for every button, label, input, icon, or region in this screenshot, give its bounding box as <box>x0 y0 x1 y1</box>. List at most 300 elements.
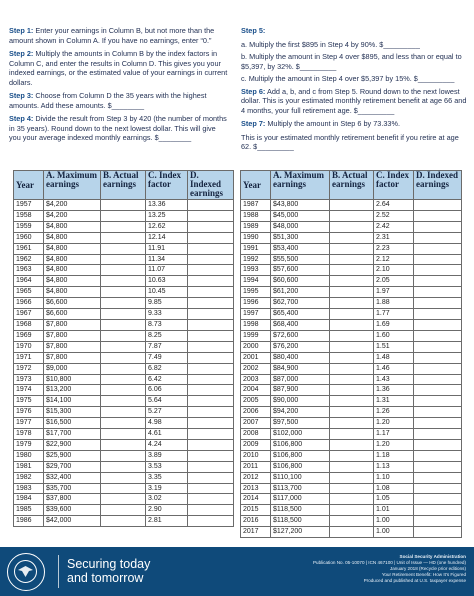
index-factor-cell: 3.53 <box>146 461 188 472</box>
indexed-earnings-cell[interactable] <box>188 516 234 527</box>
actual-earnings-cell[interactable] <box>330 254 374 265</box>
indexed-earnings-cell[interactable] <box>414 200 462 211</box>
indexed-earnings-cell[interactable] <box>414 265 462 276</box>
max-earnings-cell: $94,200 <box>271 407 330 418</box>
year-cell: 1962 <box>14 254 44 265</box>
index-factor-cell: 2.42 <box>374 221 414 232</box>
year-cell: 2008 <box>241 429 271 440</box>
index-factor-cell: 10.63 <box>146 276 188 287</box>
max-earnings-cell: $113,700 <box>271 483 330 494</box>
step-7 <box>241 119 467 129</box>
actual-earnings-cell[interactable] <box>101 243 146 254</box>
year-cell: 2001 <box>241 352 271 363</box>
index-factor-cell: 1.00 <box>374 516 414 527</box>
max-earnings-cell: $13,200 <box>44 385 101 396</box>
max-earnings-cell: $9,000 <box>44 363 101 374</box>
table-row <box>241 254 462 265</box>
indexed-earnings-cell[interactable] <box>188 363 234 374</box>
year-cell: 2012 <box>241 472 271 483</box>
actual-earnings-cell[interactable] <box>330 483 374 494</box>
year-cell: 1979 <box>14 439 44 450</box>
year-cell: 2015 <box>241 505 271 516</box>
indexed-earnings-cell[interactable] <box>188 287 234 298</box>
col-a-header: A. Maximum earnings <box>44 171 101 200</box>
indexed-earnings-cell[interactable] <box>414 439 462 450</box>
index-factor-cell: 9.33 <box>146 309 188 320</box>
table-row <box>14 298 234 309</box>
index-factor-cell: 2.90 <box>146 505 188 516</box>
year-cell: 1971 <box>14 352 44 363</box>
indexed-earnings-cell[interactable] <box>188 505 234 516</box>
actual-earnings-cell[interactable] <box>101 429 146 440</box>
table-row <box>14 363 234 374</box>
index-factor-cell: 6.42 <box>146 374 188 385</box>
index-factor-cell: 1.05 <box>374 494 414 505</box>
table-row <box>14 200 234 211</box>
table-header-row <box>14 171 234 200</box>
max-earnings-cell: $118,500 <box>271 516 330 527</box>
step-label: Step 3: <box>9 91 34 100</box>
year-cell: 1961 <box>14 243 44 254</box>
index-factor-cell: 2.64 <box>374 200 414 211</box>
actual-earnings-cell[interactable] <box>330 309 374 320</box>
index-factor-cell: 1.18 <box>374 450 414 461</box>
indexed-earnings-cell[interactable] <box>414 319 462 330</box>
actual-earnings-cell[interactable] <box>101 330 146 341</box>
table-row <box>241 221 462 232</box>
index-factor-cell: 1.43 <box>374 374 414 385</box>
indexed-earnings-cell[interactable] <box>188 276 234 287</box>
max-earnings-cell: $25,900 <box>44 450 101 461</box>
actual-earnings-cell[interactable] <box>101 210 146 221</box>
index-factor-cell: 1.46 <box>374 363 414 374</box>
step-label: Step 7: <box>241 119 266 128</box>
step-text: Enter your earnings in Column B, but not more than the amount shown in Column A. If you have no earnings, enter “0.” <box>9 26 215 45</box>
actual-earnings-cell[interactable] <box>330 243 374 254</box>
indexed-earnings-cell[interactable] <box>414 287 462 298</box>
actual-earnings-cell[interactable] <box>330 439 374 450</box>
index-factor-cell: 1.36 <box>374 385 414 396</box>
max-earnings-cell: $43,800 <box>271 200 330 211</box>
index-factor-cell: 11.34 <box>146 254 188 265</box>
table-row <box>241 374 462 385</box>
actual-earnings-cell[interactable] <box>101 516 146 527</box>
actual-earnings-cell[interactable] <box>101 363 146 374</box>
footer-divider <box>58 555 59 588</box>
actual-earnings-cell[interactable] <box>330 472 374 483</box>
indexed-earnings-cell[interactable] <box>414 385 462 396</box>
step-text: Choose from Column D the 35 years with the highest amounts. Add these amounts. $________ <box>9 91 207 110</box>
table-row <box>241 527 462 538</box>
table-row <box>241 276 462 287</box>
year-cell: 2004 <box>241 385 271 396</box>
step-text: Divide the result from Step 3 by 420 (the number of months in 35 years). Round down to the next lowest dollar. This will give you your average indexed monthly earnings. $________ <box>9 114 227 142</box>
year-cell: 1997 <box>241 309 271 320</box>
index-factor-cell: 3.02 <box>146 494 188 505</box>
table-row <box>14 439 234 450</box>
index-factor-cell: 1.51 <box>374 341 414 352</box>
indexed-earnings-cell[interactable] <box>188 472 234 483</box>
max-earnings-cell: $53,400 <box>271 243 330 254</box>
year-cell: 1972 <box>14 363 44 374</box>
indexed-earnings-cell[interactable] <box>414 418 462 429</box>
table-row <box>241 309 462 320</box>
year-cell: 2017 <box>241 527 271 538</box>
actual-earnings-cell[interactable] <box>101 276 146 287</box>
index-factor-cell: 1.60 <box>374 330 414 341</box>
index-factor-cell: 1.10 <box>374 472 414 483</box>
index-factor-cell: 2.52 <box>374 210 414 221</box>
table-row <box>241 407 462 418</box>
indexed-earnings-cell[interactable] <box>414 363 462 374</box>
index-factor-cell: 11.91 <box>146 243 188 254</box>
table-row <box>14 418 234 429</box>
indexed-earnings-cell[interactable] <box>188 341 234 352</box>
table-row <box>14 483 234 494</box>
max-earnings-cell: $4,800 <box>44 287 101 298</box>
step-label: Step 4: <box>9 114 34 123</box>
actual-earnings-cell[interactable] <box>330 385 374 396</box>
max-earnings-cell: $87,900 <box>271 385 330 396</box>
indexed-earnings-cell[interactable] <box>414 516 462 527</box>
step-5 <box>241 26 467 36</box>
table-row <box>14 461 234 472</box>
indexed-earnings-cell[interactable] <box>414 450 462 461</box>
actual-earnings-cell[interactable] <box>330 374 374 385</box>
year-cell: 2013 <box>241 483 271 494</box>
indexed-earnings-cell[interactable] <box>414 276 462 287</box>
eagle-icon <box>15 561 36 582</box>
year-cell: 1998 <box>241 319 271 330</box>
max-earnings-cell: $7,800 <box>44 341 101 352</box>
max-earnings-cell: $87,000 <box>271 374 330 385</box>
actual-earnings-cell[interactable] <box>330 363 374 374</box>
indexed-earnings-cell[interactable] <box>188 298 234 309</box>
table-row <box>241 352 462 363</box>
index-factor-cell: 10.45 <box>146 287 188 298</box>
index-factor-cell: 4.24 <box>146 439 188 450</box>
year-cell: 1987 <box>241 200 271 211</box>
indexed-earnings-cell[interactable] <box>414 330 462 341</box>
actual-earnings-cell[interactable] <box>101 221 146 232</box>
indexed-earnings-cell[interactable] <box>414 472 462 483</box>
index-factor-cell: 1.01 <box>374 505 414 516</box>
max-earnings-cell: $16,500 <box>44 418 101 429</box>
indexed-earnings-cell[interactable] <box>414 494 462 505</box>
max-earnings-cell: $110,100 <box>271 472 330 483</box>
actual-earnings-cell[interactable] <box>101 418 146 429</box>
actual-earnings-cell[interactable] <box>101 309 146 320</box>
indexed-earnings-cell[interactable] <box>188 352 234 363</box>
max-earnings-cell: $4,800 <box>44 221 101 232</box>
indexed-earnings-cell[interactable] <box>188 254 234 265</box>
indexed-earnings-cell[interactable] <box>414 505 462 516</box>
indexed-earnings-cell[interactable] <box>188 407 234 418</box>
actual-earnings-cell[interactable] <box>330 450 374 461</box>
actual-earnings-cell[interactable] <box>101 341 146 352</box>
col-d-header: D. Indexed earnings <box>188 171 234 200</box>
actual-earnings-cell[interactable] <box>330 429 374 440</box>
year-cell: 1999 <box>241 330 271 341</box>
max-earnings-cell: $29,700 <box>44 461 101 472</box>
year-cell: 1963 <box>14 265 44 276</box>
actual-earnings-cell[interactable] <box>101 396 146 407</box>
year-cell: 1974 <box>14 385 44 396</box>
year-cell: 1995 <box>241 287 271 298</box>
max-earnings-cell: $4,800 <box>44 243 101 254</box>
actual-earnings-cell[interactable] <box>101 407 146 418</box>
step-text: Multiply the amount in Step 6 by 73.33%. <box>265 119 400 128</box>
year-cell: 2006 <box>241 407 271 418</box>
col-year-header: Year <box>14 171 44 200</box>
pub-line: Publication No. 05-10070 | ICN 467100 | Unit of Issue — HD (one hundred) <box>312 560 466 565</box>
max-earnings-cell: $118,500 <box>271 505 330 516</box>
max-earnings-cell: $42,000 <box>44 516 101 527</box>
year-cell: 1964 <box>14 276 44 287</box>
year-cell: 1957 <box>14 200 44 211</box>
table-row <box>241 418 462 429</box>
step-1 <box>9 26 229 45</box>
earnings-table-left <box>13 170 234 527</box>
max-earnings-cell: $80,400 <box>271 352 330 363</box>
year-cell: 1968 <box>14 319 44 330</box>
actual-earnings-cell[interactable] <box>330 221 374 232</box>
indexed-earnings-cell[interactable] <box>188 200 234 211</box>
tagline-line-1: Securing today <box>67 557 151 571</box>
indexed-earnings-cell[interactable] <box>414 429 462 440</box>
index-factor-cell: 4.98 <box>146 418 188 429</box>
col-c-header: C. Index factor <box>146 171 188 200</box>
indexed-earnings-cell[interactable] <box>414 461 462 472</box>
actual-earnings-cell[interactable] <box>330 527 374 538</box>
actual-earnings-cell[interactable] <box>101 461 146 472</box>
actual-earnings-cell[interactable] <box>101 494 146 505</box>
table-row <box>241 396 462 407</box>
year-cell: 1990 <box>241 232 271 243</box>
table-row <box>14 396 234 407</box>
table-row <box>241 265 462 276</box>
table-row <box>14 429 234 440</box>
indexed-earnings-cell[interactable] <box>188 319 234 330</box>
actual-earnings-cell[interactable] <box>101 200 146 211</box>
indexed-earnings-cell[interactable] <box>414 341 462 352</box>
table-row <box>14 330 234 341</box>
footer-bar <box>0 547 474 596</box>
indexed-earnings-cell[interactable] <box>414 483 462 494</box>
year-cell: 1983 <box>14 483 44 494</box>
indexed-earnings-cell[interactable] <box>188 461 234 472</box>
indexed-earnings-cell[interactable] <box>414 309 462 320</box>
index-factor-cell: 9.85 <box>146 298 188 309</box>
actual-earnings-cell[interactable] <box>330 516 374 527</box>
indexed-earnings-cell[interactable] <box>188 385 234 396</box>
indexed-earnings-cell[interactable] <box>414 243 462 254</box>
actual-earnings-cell[interactable] <box>330 287 374 298</box>
actual-earnings-cell[interactable] <box>101 352 146 363</box>
index-factor-cell: 2.12 <box>374 254 414 265</box>
max-earnings-cell: $51,300 <box>271 232 330 243</box>
table-row <box>14 265 234 276</box>
index-factor-cell: 8.73 <box>146 319 188 330</box>
table-row <box>14 341 234 352</box>
indexed-earnings-cell[interactable] <box>188 418 234 429</box>
max-earnings-cell: $4,800 <box>44 232 101 243</box>
actual-earnings-cell[interactable] <box>330 200 374 211</box>
table-row <box>14 254 234 265</box>
step-label: Step 2: <box>9 49 34 58</box>
indexed-earnings-cell[interactable] <box>188 439 234 450</box>
indexed-earnings-cell[interactable] <box>414 254 462 265</box>
table-row <box>14 309 234 320</box>
actual-earnings-cell[interactable] <box>330 298 374 309</box>
pub-line: Produced and published at U.S. taxpayer expense <box>363 578 466 583</box>
indexed-earnings-cell[interactable] <box>414 396 462 407</box>
indexed-earnings-cell[interactable] <box>414 232 462 243</box>
max-earnings-cell: $127,200 <box>271 527 330 538</box>
indexed-earnings-cell[interactable] <box>414 407 462 418</box>
index-factor-cell: 12.14 <box>146 232 188 243</box>
year-cell: 1970 <box>14 341 44 352</box>
indexed-earnings-cell[interactable] <box>414 352 462 363</box>
index-factor-cell: 1.48 <box>374 352 414 363</box>
table-row <box>241 232 462 243</box>
year-cell: 1985 <box>14 505 44 516</box>
table-row <box>14 407 234 418</box>
indexed-earnings-cell[interactable] <box>188 265 234 276</box>
year-cell: 1973 <box>14 374 44 385</box>
step-label: Step 6: <box>241 86 266 96</box>
actual-earnings-cell[interactable] <box>101 319 146 330</box>
table-row <box>241 210 462 221</box>
indexed-earnings-cell[interactable] <box>188 210 234 221</box>
table-row <box>14 221 234 232</box>
actual-earnings-cell[interactable] <box>101 439 146 450</box>
index-factor-cell: 6.82 <box>146 363 188 374</box>
indexed-earnings-cell[interactable] <box>188 330 234 341</box>
col-a-header: A. Maximum earnings <box>271 171 330 200</box>
actual-earnings-cell[interactable] <box>330 352 374 363</box>
table-row <box>14 494 234 505</box>
max-earnings-cell: $14,100 <box>44 396 101 407</box>
year-cell: 1960 <box>14 232 44 243</box>
actual-earnings-cell[interactable] <box>330 418 374 429</box>
actual-earnings-cell[interactable] <box>101 505 146 516</box>
table-row <box>14 210 234 221</box>
indexed-earnings-cell[interactable] <box>414 298 462 309</box>
actual-earnings-cell[interactable] <box>330 461 374 472</box>
indexed-earnings-cell[interactable] <box>188 243 234 254</box>
step-2 <box>9 49 229 87</box>
year-cell: 1981 <box>14 461 44 472</box>
max-earnings-cell: $106,800 <box>271 439 330 450</box>
actual-earnings-cell[interactable] <box>101 287 146 298</box>
indexed-earnings-cell[interactable] <box>188 483 234 494</box>
indexed-earnings-cell[interactable] <box>414 221 462 232</box>
instructions-left <box>9 26 229 147</box>
max-earnings-cell: $60,600 <box>271 276 330 287</box>
actual-earnings-cell[interactable] <box>330 396 374 407</box>
max-earnings-cell: $7,800 <box>44 352 101 363</box>
indexed-earnings-cell[interactable] <box>188 396 234 407</box>
max-earnings-cell: $22,900 <box>44 439 101 450</box>
actual-earnings-cell[interactable] <box>101 265 146 276</box>
indexed-earnings-cell[interactable] <box>414 210 462 221</box>
indexed-earnings-cell[interactable] <box>188 221 234 232</box>
table-row <box>241 450 462 461</box>
actual-earnings-cell[interactable] <box>330 210 374 221</box>
indexed-earnings-cell[interactable] <box>188 309 234 320</box>
actual-earnings-cell[interactable] <box>101 450 146 461</box>
max-earnings-cell: $76,200 <box>271 341 330 352</box>
index-factor-cell: 2.31 <box>374 232 414 243</box>
actual-earnings-cell[interactable] <box>101 374 146 385</box>
earnings-table <box>13 170 234 527</box>
actual-earnings-cell[interactable] <box>101 472 146 483</box>
actual-earnings-cell[interactable] <box>330 330 374 341</box>
max-earnings-cell: $48,000 <box>271 221 330 232</box>
actual-earnings-cell[interactable] <box>330 505 374 516</box>
table-row <box>14 276 234 287</box>
step-5a: a. Multiply the first $895 in Step 4 by 90%. $_________ <box>241 39 420 49</box>
max-earnings-cell: $84,900 <box>271 363 330 374</box>
year-cell: 1993 <box>241 265 271 276</box>
table-row <box>14 472 234 483</box>
table-row <box>14 319 234 330</box>
year-cell: 1988 <box>241 210 271 221</box>
indexed-earnings-cell[interactable] <box>188 374 234 385</box>
pub-line: Social Security Administration <box>399 554 466 559</box>
actual-earnings-cell[interactable] <box>330 494 374 505</box>
actual-earnings-cell[interactable] <box>330 276 374 287</box>
actual-earnings-cell[interactable] <box>330 232 374 243</box>
col-b-header: B. Actual earnings <box>101 171 146 200</box>
table-row <box>241 429 462 440</box>
max-earnings-cell: $55,500 <box>271 254 330 265</box>
indexed-earnings-cell[interactable] <box>414 374 462 385</box>
actual-earnings-cell[interactable] <box>101 232 146 243</box>
max-earnings-cell: $106,800 <box>271 450 330 461</box>
year-cell: 1958 <box>14 210 44 221</box>
index-factor-cell: 3.35 <box>146 472 188 483</box>
indexed-earnings-cell[interactable] <box>188 232 234 243</box>
actual-earnings-cell[interactable] <box>330 319 374 330</box>
actual-earnings-cell[interactable] <box>101 483 146 494</box>
index-factor-cell: 13.36 <box>146 200 188 211</box>
table-row <box>241 461 462 472</box>
max-earnings-cell: $4,800 <box>44 254 101 265</box>
table-row <box>14 374 234 385</box>
step-label: Step 5: <box>241 26 266 35</box>
max-earnings-cell: $15,300 <box>44 407 101 418</box>
actual-earnings-cell[interactable] <box>330 341 374 352</box>
max-earnings-cell: $117,000 <box>271 494 330 505</box>
actual-earnings-cell[interactable] <box>330 407 374 418</box>
actual-earnings-cell[interactable] <box>101 385 146 396</box>
max-earnings-cell: $90,000 <box>271 396 330 407</box>
max-earnings-cell: $4,200 <box>44 210 101 221</box>
pub-line: January 2018 (Recycle prior editions) <box>389 566 466 571</box>
actual-earnings-cell[interactable] <box>101 254 146 265</box>
table-row <box>14 287 234 298</box>
year-cell: 1982 <box>14 472 44 483</box>
indexed-earnings-cell[interactable] <box>188 494 234 505</box>
indexed-earnings-cell[interactable] <box>414 527 462 538</box>
max-earnings-cell: $6,600 <box>44 298 101 309</box>
indexed-earnings-cell[interactable] <box>188 450 234 461</box>
actual-earnings-cell[interactable] <box>101 298 146 309</box>
indexed-earnings-cell[interactable] <box>188 429 234 440</box>
actual-earnings-cell[interactable] <box>330 265 374 276</box>
